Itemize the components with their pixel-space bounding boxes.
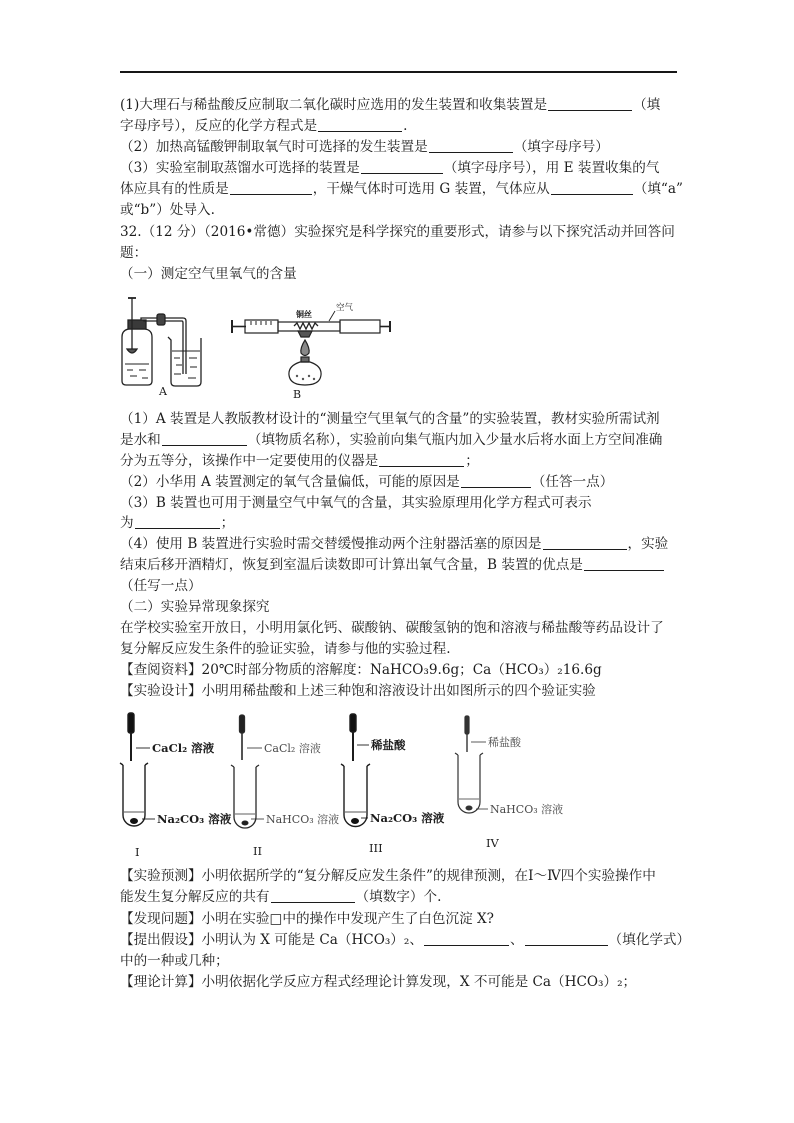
prediction-line-2 [120, 887, 682, 908]
experiment-2 [231, 715, 264, 828]
bottle-water [125, 364, 149, 378]
text-segment: 【发现问题】小明在实验□中的操作中发现产生了白色沉淀 X? [120, 910, 494, 927]
q32-stem-line-2 [120, 243, 682, 264]
test-tube [458, 755, 480, 813]
text-segment: （4）使用 B 装置进行实验时需交替缓慢推动两个注射器活塞的原因是 [120, 536, 542, 553]
text-segment: （任答一点） [531, 473, 614, 490]
part1-line-9 [120, 576, 682, 597]
part1-line-6 [120, 513, 682, 534]
answer-blank [318, 130, 402, 132]
double-decomposition-experiments-figure [115, 705, 585, 865]
part2-followup-block [120, 866, 691, 994]
alcohol-dot [308, 375, 310, 377]
part1-line-5 [120, 493, 682, 514]
air-label: 空气 [336, 303, 354, 313]
text-segment: ，干燥气体时可选用 G 装置，气体应从 [312, 181, 550, 198]
text-segment: 能发生复分解反应的共有 [120, 889, 270, 906]
problem-line [120, 909, 682, 930]
combustion-spoon [127, 349, 137, 353]
q31-line-4 [120, 158, 682, 179]
text-segment: （3）实验室制取蒸馏水可选择的装置是 [120, 160, 360, 177]
text-segment: （任写一点） [120, 578, 202, 595]
text-segment: ，实验 [627, 536, 669, 553]
gas-collecting-bottle [122, 329, 152, 385]
apparatus-b-label: B [293, 388, 302, 401]
experiment-numeral: III [369, 841, 383, 855]
answer-blank [551, 193, 633, 195]
section-title: （二）实验异常现象探究 [120, 599, 270, 616]
dropper-reagent-label: 稀盐酸 [371, 738, 406, 752]
q31-line-3 [120, 137, 682, 158]
alcohol-lamp [289, 362, 321, 385]
answer-blank [548, 109, 632, 111]
alcohol-dot [296, 375, 298, 377]
question-31-block [120, 95, 682, 285]
text-segment: . [403, 118, 408, 135]
test-tube-rim [120, 763, 148, 765]
experiment-numeral: I [135, 845, 140, 859]
text-segment: （3）B 装置也可用于测量空气中氧气的含量，其实验原理用化学方程式可表示 [120, 494, 592, 511]
dropper-bulb [240, 715, 245, 733]
bottle-stopper [128, 320, 146, 329]
part1-line-7 [120, 534, 682, 555]
dropper-reagent-label: 稀盐酸 [488, 736, 521, 749]
tube-reagent-label: NaHCO₃ 溶液 [266, 813, 340, 826]
left-syringe-scale [251, 321, 271, 325]
part1-line-8 [120, 555, 682, 576]
part2-line-1 [120, 618, 682, 639]
test-tube-rim [231, 765, 259, 767]
text-segment: 是水和 [120, 431, 161, 448]
text-segment: 字母序号），反应的化学方程式是 [120, 118, 318, 135]
lamp-wick-holder [301, 357, 309, 362]
text-segment: （1）A 装置是人教版教材设计的“测量空气里氧气的含量”的实验装置，教材实验所需试剂 [120, 411, 660, 427]
text-segment: (1)大理石与稀盐酸反应制取二氧化碳时应选用的发生装置和收集装置是 [120, 97, 548, 113]
experiment-numeral: II [253, 844, 263, 858]
test-tube-rim [455, 753, 483, 755]
dropper-bulb [350, 714, 356, 732]
section-title: （一）测定空气里氧气的含量 [120, 265, 297, 282]
text-segment: 结束后移开酒精灯，恢复到室温后读数即可计算出氧气含量，B 装置的优点是 [120, 557, 583, 574]
text-segment: （填化学式） [608, 931, 691, 948]
q31-line-6 [120, 200, 682, 221]
lamp-alcohol-dots [296, 375, 315, 380]
connecting-tube-inner [144, 320, 183, 374]
text-segment: （填字母序号），用 E 装置收集的气 [443, 160, 660, 177]
part1-line-2 [120, 430, 682, 451]
spring-clamp [157, 314, 165, 325]
text-segment: 中的一种或几种； [120, 953, 229, 970]
liquid-droplet [351, 818, 359, 824]
q32-stem-line-1 [120, 222, 682, 243]
text-segment: 【理论计算】小明依据化学反应方程式经理论计算发现，X 不可能是 Ca（HCO₃）₂； [120, 974, 637, 991]
part2-line-4 [120, 681, 682, 702]
air-label-leader [329, 311, 335, 321]
text-segment: 或“b”）处导入. [120, 202, 215, 219]
alcohol-dot [313, 378, 315, 380]
text-segment: ； [220, 515, 235, 532]
liquid-droplet [466, 806, 473, 811]
text-segment: （填字母序号） [513, 139, 609, 156]
dropper-bulb [128, 713, 134, 733]
answer-blank [525, 944, 608, 946]
part1-line-3 [120, 451, 682, 472]
answer-blank [424, 944, 509, 946]
text-segment: 体应具有的性质是 [120, 181, 229, 198]
text-segment: （填 [633, 97, 661, 113]
text-segment: 为 [120, 515, 134, 532]
experiment-numeral: IV [486, 836, 499, 850]
text-segment: （填“a” [633, 181, 683, 198]
text-segment: （2）小华用 A 装置测定的氧气含量偏低，可能的原因是 [120, 473, 460, 490]
answer-blank [135, 527, 220, 529]
copper-wire-label: 铜丝 [296, 309, 312, 319]
lamp-flame [301, 340, 309, 356]
text-segment: 在学校实验室开放日，小明用氯化钙、碳酸钠、碳酸氢钠的饱和溶液与稀盐酸等药品设计了 [120, 619, 664, 636]
calculation-line [120, 972, 682, 993]
liquid-droplet [242, 821, 249, 826]
part1-questions-block [120, 409, 682, 701]
q31-line-1 [120, 95, 682, 116]
liquid-droplet [130, 818, 138, 824]
answer-blank [361, 172, 443, 174]
hypothesis-line-2 [120, 951, 682, 972]
tube-reagent-label: NaHCO₃ 溶液 [490, 803, 564, 816]
text-segment: 题： [120, 244, 148, 261]
q31-line-2 [120, 116, 682, 137]
text-segment: 【查阅资料】20℃时部分物质的溶解度：NaHCO₃9.6g；Ca（HCO₃）₂16.6g [120, 661, 602, 678]
answer-blank [230, 193, 312, 195]
beaker [168, 337, 201, 386]
text-segment: （填数字）个. [355, 889, 442, 906]
experiment-3 [341, 714, 370, 827]
experiment-1 [120, 713, 155, 826]
copper-wire [294, 323, 318, 329]
apparatus-a [122, 298, 201, 386]
text-segment: 复分解反应发生条件的验证实验，请参与他的实验过程. [120, 640, 451, 657]
dropper-reagent-label: CaCl₂ 溶液 [152, 741, 215, 755]
test-tube-rim [341, 764, 370, 766]
text-segment: ； [465, 452, 479, 469]
answer-blank [162, 444, 247, 446]
answer-blank [429, 151, 513, 153]
q31-line-5 [120, 179, 682, 200]
dropper-reagent-label: CaCl₂ 溶液 [264, 742, 321, 755]
text-segment: （填物质名称），实验前向集气瓶内加入少量水后将水面上方空间准确 [247, 431, 663, 448]
text-segment: （2）加热高锰酸钾制取氧气时可选择的发生装置是 [120, 139, 428, 156]
text-segment: 32.（12 分）（2016•常德）实验探究是科学探究的重要形式，请参与以下探究活动并回答问 [120, 223, 675, 240]
test-tube [123, 765, 145, 826]
tube-reagent-label: Na₂CO₃ 溶液 [157, 812, 232, 826]
text-segment: 分为五等分，该操作中一定要使用的仪器是 [120, 452, 379, 469]
prediction-line [120, 866, 682, 887]
tube-support [298, 331, 312, 337]
part2-line-2 [120, 639, 682, 660]
text-segment: 【实验预测】小明依据所学的“复分解反应发生条件”的规律预测，在Ⅰ～Ⅳ四个实验操作中 [120, 868, 656, 884]
answer-blank [379, 465, 464, 467]
text-segment: 、 [509, 931, 524, 948]
part1-line-1 [120, 409, 682, 430]
part1-title [120, 264, 682, 285]
answer-blank [543, 548, 627, 550]
answer-blank [584, 569, 664, 571]
test-tube [344, 766, 367, 827]
oxygen-content-apparatus-figure [110, 288, 410, 406]
part2-line-3 [120, 660, 682, 681]
answer-blank [271, 901, 355, 903]
answer-blank [461, 486, 531, 488]
right-syringe-barrel [340, 320, 380, 333]
text-segment: 【提出假设】小明认为 X 可能是 Ca（HCO₃）₂、 [120, 931, 423, 948]
tube-reagent-label: Na₂CO₃ 溶液 [370, 811, 445, 825]
header-rule [120, 71, 677, 73]
alcohol-dot [302, 378, 304, 380]
part2-title [120, 597, 682, 618]
experiment-4 [455, 716, 488, 813]
apparatus-a-label: A [159, 385, 167, 398]
text-segment: 【实验设计】小明用稀盐酸和上述三种饱和溶液设计出如图所示的四个验证实验 [120, 682, 596, 699]
connecting-tube-outer [141, 318, 186, 374]
apparatus-b [232, 311, 390, 385]
hypothesis-line [120, 930, 691, 951]
part1-line-4 [120, 472, 682, 493]
dropper-bulb [465, 716, 469, 734]
